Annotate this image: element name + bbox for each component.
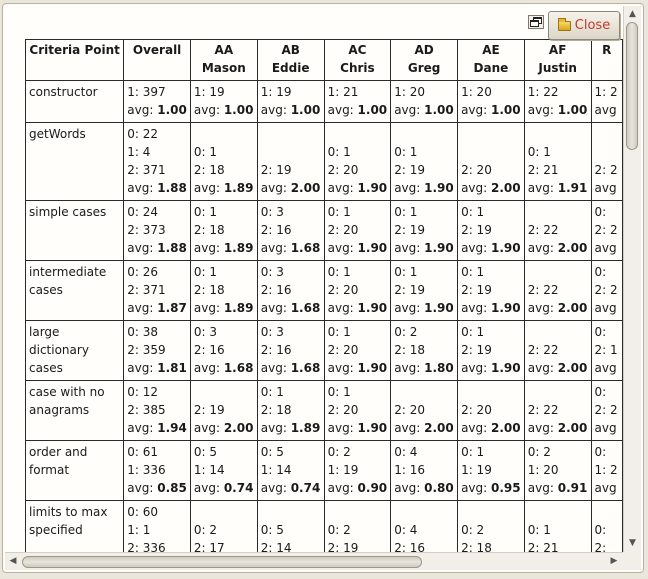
score-count: 2: 1 (594, 343, 618, 357)
score-count: 2: 371 (127, 283, 166, 297)
score-count: 2: 21 (527, 163, 559, 177)
average-value: avg: 1.00 (127, 103, 187, 117)
score-count: 2: 2 (594, 403, 618, 417)
grade-cell (324, 441, 391, 501)
score-count: 2: 18 (260, 403, 292, 417)
score-count: 0: 4 (394, 445, 418, 459)
score-count: 1: 14 (260, 463, 292, 477)
score-count: 0: 1 (461, 265, 485, 279)
score-count: 1: 2 (594, 463, 618, 477)
overall-cell (124, 321, 191, 381)
average-value: avg: 1.90 (327, 241, 388, 255)
score-count: 2: 17 (193, 541, 225, 552)
score-count: 2: 22 (527, 403, 559, 417)
grade-cell (458, 81, 525, 123)
score-count: 0: 1 (327, 265, 351, 279)
score-count: 0: 3 (260, 265, 284, 279)
average-value: avg: 0.85 (127, 481, 187, 495)
grade-cell (257, 123, 324, 201)
average-value: avg: 2.00 (527, 421, 588, 435)
score-count: 2: 2 (594, 163, 618, 177)
grade-cell (458, 123, 525, 201)
score-count: 2: 22 (527, 343, 559, 357)
score-count: 0: 60 (127, 505, 159, 519)
grade-cell (257, 81, 324, 123)
grade-cell (591, 261, 622, 321)
scroll-down-icon[interactable]: ▼ (629, 538, 636, 548)
score-count: 2: 20 (327, 283, 359, 297)
student-name: Chris (340, 61, 375, 75)
grade-cell (591, 123, 622, 201)
student-name: Justin (538, 61, 577, 75)
average-value: avg: 2.00 (260, 181, 321, 195)
score-count: 2: 20 (394, 403, 425, 417)
overall-cell (124, 501, 191, 553)
score-count: 0: 1 (193, 205, 218, 219)
header-row (26, 40, 623, 81)
grade-cell (257, 261, 324, 321)
student-code: AA (214, 43, 234, 57)
grade-cell (190, 81, 257, 123)
grade-cell (591, 441, 622, 501)
score-count: 2: 22 (527, 283, 559, 297)
grade-cell (190, 261, 257, 321)
scrollbar-corner (623, 552, 641, 570)
average-value: avg: 1.68 (260, 361, 321, 375)
score-count: 2: 19 (461, 283, 492, 297)
average-value: avg: 1.00 (461, 103, 521, 117)
score-count: 0: (594, 325, 607, 339)
average-value: avg: 1.80 (394, 361, 454, 375)
grade-cell (458, 261, 525, 321)
vertical-scroll-thumb[interactable] (626, 22, 638, 150)
grade-cell (324, 321, 391, 381)
score-count: 1: 20 (461, 85, 492, 99)
grade-cell (324, 261, 391, 321)
average-value: avg: 2.00 (527, 241, 588, 255)
score-count: avg (594, 103, 617, 117)
score-count: 2: 20 (327, 343, 359, 357)
average-value: avg: 2.00 (527, 361, 588, 375)
average-value: avg: 1.90 (394, 301, 454, 315)
student-code: AC (348, 43, 367, 57)
student-name: Eddie (271, 61, 310, 75)
score-count: 0: 5 (260, 445, 284, 459)
grade-cell (391, 501, 458, 553)
grade-cell (190, 501, 257, 553)
student-column-header (190, 40, 257, 81)
score-count: 1: 4 (127, 145, 151, 159)
average-value: avg: 1.00 (394, 103, 454, 117)
grade-cell (458, 501, 525, 553)
score-count: 0: 3 (260, 325, 284, 339)
score-count: 2: 18 (193, 283, 225, 297)
score-count: avg (594, 421, 617, 435)
score-count: avg (594, 361, 617, 375)
table-row (26, 261, 623, 321)
score-count: 0: 1 (394, 205, 418, 219)
score-count: 0: (594, 445, 607, 459)
average-value: avg: 1.88 (127, 241, 187, 255)
criteria-column-header: Criteria Point (26, 40, 124, 81)
grade-cell (458, 321, 525, 381)
score-count: 1: 19 (193, 85, 225, 99)
average-value: avg: 1.00 (260, 103, 321, 117)
score-count: 2: 20 (461, 403, 492, 417)
score-count: 2: 19 (394, 283, 425, 297)
student-column-header (591, 40, 622, 81)
grade-cell (391, 381, 458, 441)
grade-cell (190, 123, 257, 201)
score-count: 2: 19 (327, 541, 359, 552)
grade-cell (190, 201, 257, 261)
average-value: avg: 1.00 (193, 103, 254, 117)
score-count: 0: 2 (527, 445, 551, 459)
score-count: 0: 26 (127, 265, 159, 279)
score-count: 0: 1 (193, 145, 218, 159)
grade-cell (458, 201, 525, 261)
average-value: avg: 1.91 (527, 181, 588, 195)
score-count: 1: 22 (527, 85, 559, 99)
student-name: Greg (407, 61, 441, 75)
score-count: 0: 1 (327, 325, 351, 339)
score-count: 2: 16 (394, 541, 425, 552)
overall-cell (124, 381, 191, 441)
grade-cell (391, 261, 458, 321)
criteria-label: constructor (26, 81, 124, 123)
score-count: 2: 359 (127, 343, 166, 357)
score-count: 0: (594, 205, 607, 219)
table-row (26, 321, 623, 381)
grade-cell (591, 321, 622, 381)
close-button-label: Close (574, 18, 611, 33)
average-value: avg: 1.90 (327, 361, 388, 375)
grade-cell (257, 441, 324, 501)
average-value: avg: 1.68 (260, 301, 321, 315)
average-value: avg: 1.94 (127, 421, 187, 435)
score-count: 2: 20 (327, 403, 359, 417)
average-value: avg: 1.89 (193, 241, 254, 255)
grade-cell (391, 321, 458, 381)
grade-cell (391, 123, 458, 201)
average-value: avg: 1.89 (260, 421, 321, 435)
score-count: 1: 19 (327, 463, 359, 477)
average-value: avg: 2.00 (461, 421, 521, 435)
grade-cell (524, 81, 591, 123)
score-count: 0: (594, 385, 607, 399)
scroll-right-icon[interactable]: ▶ (610, 556, 618, 566)
close-button[interactable] (548, 11, 620, 40)
student-column-header (257, 40, 324, 81)
score-count: avg (594, 181, 617, 195)
grade-cell (190, 321, 257, 381)
average-value: avg: 2.00 (461, 181, 521, 195)
score-count: 2: 336 (127, 541, 166, 552)
score-count: 0: 1 (527, 523, 551, 537)
average-value: avg: 1.90 (461, 241, 521, 255)
score-count: 2: 371 (127, 163, 166, 177)
score-count: 1: 19 (260, 85, 292, 99)
horizontal-scroll-thumb[interactable] (22, 556, 422, 568)
student-column-header (324, 40, 391, 81)
score-count: 0: 1 (461, 445, 485, 459)
score-count: 1: 20 (527, 463, 559, 477)
score-count: 2: 19 (260, 163, 292, 177)
average-value: avg: 1.00 (327, 103, 388, 117)
score-count: 1: 16 (394, 463, 425, 477)
score-count: 2: 19 (394, 223, 425, 237)
vertical-scrollbar[interactable] (623, 6, 641, 552)
score-count: 2: 14 (260, 541, 292, 552)
folder-icon (558, 21, 571, 31)
score-count: 2: 18 (394, 343, 425, 357)
score-count: 2: (594, 541, 607, 552)
grade-cell (324, 201, 391, 261)
student-column-header (458, 40, 525, 81)
average-value: avg: 0.74 (260, 481, 321, 495)
score-count: avg (594, 301, 617, 315)
score-count: 2: 385 (127, 403, 166, 417)
score-count: 0: 3 (193, 325, 218, 339)
student-code: R (602, 43, 612, 57)
score-count: 2: 19 (461, 343, 492, 357)
horizontal-scrollbar[interactable] (5, 552, 623, 570)
overall-cell (124, 81, 191, 123)
score-count: 0: (594, 523, 607, 537)
grade-cell (591, 381, 622, 441)
score-count: 0: 1 (527, 145, 551, 159)
student-code: AB (281, 43, 300, 57)
score-count: 0: 24 (127, 205, 159, 219)
score-count: 1: 19 (461, 463, 492, 477)
grade-cell (324, 501, 391, 553)
student-code: AF (548, 43, 567, 57)
average-value: avg: 2.00 (193, 421, 254, 435)
criteria-label: simple cases (26, 201, 124, 261)
grades-body (26, 81, 623, 553)
score-count: 0: 1 (394, 145, 418, 159)
grade-cell (324, 81, 391, 123)
score-count: 0: 38 (127, 325, 159, 339)
score-count: 0: (594, 265, 607, 279)
grade-cell (257, 321, 324, 381)
grades-table (25, 39, 623, 552)
average-value: avg: 1.90 (394, 241, 454, 255)
score-count: 2: 18 (461, 541, 492, 552)
score-count: 1: 336 (127, 463, 166, 477)
average-value: avg: 1.88 (127, 181, 187, 195)
grade-cell (324, 123, 391, 201)
score-count: 1: 1 (127, 523, 151, 537)
student-column-header (391, 40, 458, 81)
score-count: 2: 373 (127, 223, 166, 237)
score-count: 2: 19 (461, 223, 492, 237)
average-value: avg: 1.87 (127, 301, 187, 315)
average-value: avg: 1.89 (193, 301, 254, 315)
grade-cell (524, 441, 591, 501)
score-count: 0: 2 (461, 523, 485, 537)
grade-cell (524, 201, 591, 261)
score-count: 2: 19 (394, 163, 425, 177)
table-row (26, 381, 623, 441)
score-count: 0: 22 (127, 127, 159, 141)
score-count: 0: 1 (461, 205, 485, 219)
student-column-header (524, 40, 591, 81)
average-value: avg: 1.90 (327, 181, 388, 195)
score-count: 2: 20 (327, 223, 359, 237)
score-count: 0: 3 (260, 205, 284, 219)
score-count: avg (594, 241, 617, 255)
overall-cell (124, 441, 191, 501)
overall-column-header: Overall (124, 40, 191, 81)
grade-cell (591, 201, 622, 261)
score-count: 0: 1 (327, 205, 351, 219)
score-count: 0: 2 (394, 325, 418, 339)
student-code: AD (414, 43, 434, 57)
grade-cell (391, 441, 458, 501)
score-count: 0: 1 (193, 265, 218, 279)
score-count: 0: 2 (327, 523, 351, 537)
grade-cell (524, 261, 591, 321)
average-value: avg: 1.90 (327, 421, 388, 435)
score-count: 0: 2 (193, 523, 218, 537)
score-count: 1: 397 (127, 85, 166, 99)
average-value: avg: 0.90 (327, 481, 388, 495)
score-count: 0: 61 (127, 445, 159, 459)
average-value: avg: 1.90 (394, 181, 454, 195)
score-count: 2: 2 (594, 223, 618, 237)
score-count: 0: 5 (193, 445, 218, 459)
average-value: avg: 0.91 (527, 481, 588, 495)
score-count: 0: 1 (327, 385, 351, 399)
score-count: 2: 18 (193, 163, 225, 177)
grade-cell (324, 381, 391, 441)
grade-cell (458, 441, 525, 501)
score-count: 1: 20 (394, 85, 425, 99)
average-value: avg: 1.68 (260, 241, 321, 255)
grade-cell (190, 441, 257, 501)
grade-cell (524, 381, 591, 441)
score-count: 0: 12 (127, 385, 159, 399)
grade-cell (591, 81, 622, 123)
average-value: avg: 0.74 (193, 481, 254, 495)
student-name (595, 59, 619, 77)
criteria-label: intermediate cases (26, 261, 124, 321)
score-count: 1: 14 (193, 463, 225, 477)
average-value: avg: 1.90 (327, 301, 388, 315)
grade-cell (391, 201, 458, 261)
overall-cell (124, 201, 191, 261)
score-count: 2: 19 (193, 403, 225, 417)
average-value: avg: 2.00 (527, 301, 588, 315)
score-count: 0: 1 (461, 325, 485, 339)
score-count: 1: 21 (327, 85, 359, 99)
score-count: 2: 18 (193, 223, 225, 237)
restore-window-button[interactable] (528, 15, 544, 29)
scroll-up-icon[interactable]: ▲ (629, 9, 636, 19)
grade-cell (591, 501, 622, 553)
criteria-label: large dictionary cases (26, 321, 124, 381)
grade-cell (257, 381, 324, 441)
overall-cell (124, 123, 191, 201)
grade-cell (257, 201, 324, 261)
average-value: avg: 1.90 (461, 361, 521, 375)
average-value: avg: 2.00 (394, 421, 454, 435)
score-count: 2: 16 (260, 283, 292, 297)
grade-cell (257, 501, 324, 553)
score-count: 2: 22 (527, 223, 559, 237)
score-count: 2: 20 (327, 163, 359, 177)
average-value: avg: 1.89 (193, 181, 254, 195)
score-count: 2: 16 (260, 223, 292, 237)
score-count: 2: 2 (594, 283, 618, 297)
average-value: avg: 1.81 (127, 361, 187, 375)
criteria-label: limits to max specified (26, 501, 124, 553)
score-count: 1: 2 (594, 85, 618, 99)
score-count: 0: 5 (260, 523, 284, 537)
table-row (26, 81, 623, 123)
average-value: avg: 0.80 (394, 481, 454, 495)
score-count: 2: 16 (260, 343, 292, 357)
overall-cell (124, 261, 191, 321)
average-value: avg: 1.00 (527, 103, 588, 117)
score-count: 0: 2 (327, 445, 351, 459)
criteria-label: case with no anagrams (26, 381, 124, 441)
score-count: 0: 1 (394, 265, 418, 279)
student-code: AE (482, 43, 500, 57)
grade-cell (458, 381, 525, 441)
criteria-label: getWords (26, 123, 124, 201)
score-count: 2: 20 (461, 163, 492, 177)
criteria-label: order and format (26, 441, 124, 501)
grade-cell (524, 123, 591, 201)
table-row (26, 501, 623, 553)
grade-cell (190, 381, 257, 441)
score-count: avg (594, 481, 617, 495)
table-row (26, 441, 623, 501)
grades-viewport (5, 6, 623, 552)
restore-window-icon-back (530, 20, 539, 27)
average-value: avg: 1.90 (461, 301, 521, 315)
student-name: Dane (473, 61, 509, 75)
score-count: 2: 21 (527, 541, 559, 552)
grade-cell (524, 321, 591, 381)
grade-cell (391, 81, 458, 123)
table-row (26, 123, 623, 201)
student-name: Mason (201, 61, 246, 75)
score-count: 0: 1 (260, 385, 284, 399)
grades-window (2, 3, 644, 573)
grade-cell (524, 501, 591, 553)
scroll-left-icon[interactable]: ◀ (9, 556, 17, 566)
table-row (26, 201, 623, 261)
score-count: 0: 4 (394, 523, 418, 537)
score-count: 2: 16 (193, 343, 225, 357)
average-value: avg: 1.68 (193, 361, 254, 375)
score-count: 0: 1 (327, 145, 351, 159)
average-value: avg: 0.95 (461, 481, 521, 495)
